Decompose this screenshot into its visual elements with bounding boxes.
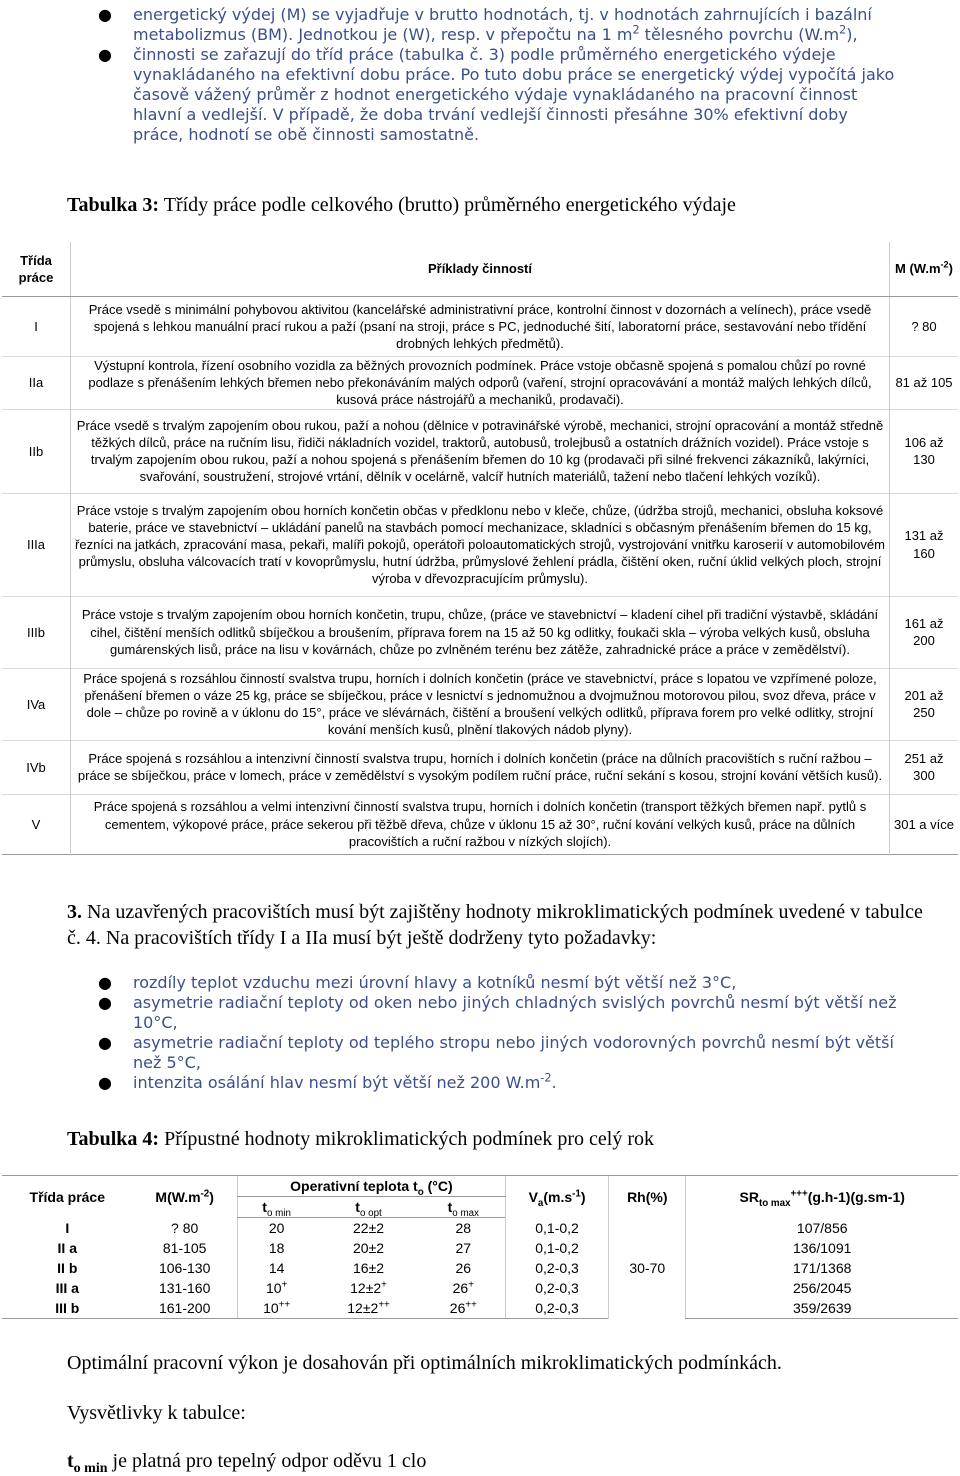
va-cell: 0,1-0,2 bbox=[505, 1238, 608, 1258]
tmax-cell: 28 bbox=[455, 1220, 472, 1236]
requirements-bullet-list bbox=[0, 973, 960, 1093]
list-item: ● asymetrie radiační teploty od teplého stropu nebo jiných vodorovných povrchů nesmí být větší než 5°C, bbox=[98, 1033, 894, 1072]
table-row bbox=[2, 668, 958, 740]
m-cell: 81-105 bbox=[162, 1240, 207, 1256]
header-tmax: $t_{o max}$ bbox=[422, 1197, 506, 1218]
examples-cell: Práce vsedě s minimální pohybovou aktivitou (kancelářské administrativní práce, kontrolní činnost v dozornách a velínech), práce vsedě spojená s lehkou manuální prací rukou a paží (psaní na stroji, práce s PC, jednoduché šití, laboratorní práce, sestavování nebo třídění drobných lehkých předmětů). bbox=[88, 301, 872, 352]
tmin-cell: 10++ bbox=[237, 1298, 315, 1319]
class-cell: II a bbox=[57, 1240, 77, 1256]
table-row bbox=[2, 1298, 958, 1319]
paragraph-3: 3. Na uzavřených pracovištích musí být zajištěny hodnoty mikroklimatických podmínek uvedené v tabulce č. 4. Na pracovištích třídy I a IIa musí být ještě dodrženy tyto požadavky: bbox=[67, 901, 923, 949]
class-cell: V bbox=[2, 794, 71, 854]
top-bullet-list bbox=[0, 5, 960, 145]
list-item: ● asymetrie radiační teploty od oken nebo jiných chladných svislých povrchů nesmí být větší než 10°C, bbox=[98, 993, 897, 1032]
header-m: M $(W.m^{-2})$ bbox=[890, 242, 959, 297]
table-row bbox=[2, 493, 958, 596]
class-cell: III a bbox=[55, 1280, 79, 1296]
header-operative-temp: Operativní teplota $t_o$ (°C) bbox=[237, 1176, 505, 1197]
tmin-cell: 14 bbox=[237, 1258, 315, 1278]
m-cell: 251 až 300 bbox=[890, 740, 959, 794]
topt-cell: 12±2+ bbox=[350, 1279, 387, 1296]
examples-cell: Práce spojená s rozsáhlou a velmi intenzivní činností svalstva trupu, horních i dolních končetin (transport těžkých břemen např. pytlů s cementem, výkopové práce, práce sekerou při těžbě dřeva, chůze v úklonu 15 až 30°, ruční kování velkých kusů, práce na důlních pracovištích a ruční ražbou v nízkých slojích). bbox=[93, 799, 867, 849]
topt-cell: 20±2 bbox=[353, 1240, 385, 1256]
sr-cell: 171/1368 bbox=[686, 1258, 958, 1278]
tmax-cell: 26++ bbox=[422, 1298, 506, 1319]
table-row bbox=[2, 357, 958, 410]
m-cell: ? 80 bbox=[890, 297, 959, 357]
header-class: Třída práce bbox=[2, 242, 71, 297]
examples-cell: Práce vstoje s trvalým zapojením obou horních končetin, trupu, chůze, (práce ve stavebnictví – kladení cihel při tradiční výstavbě, skládání cihel, čištění menších odlitků sbíječkou a broušením, příprava forem na 15 až 50 kg odlitky, foukači skla – výroba velkých kusů, obsluha gumárenských lisů, práce na lisu v kovárnách, chůze po zvlněném terénu bez zátěže, zahradnické práce a práce v zemědělství). bbox=[81, 607, 879, 657]
list-item: ● intenzita osálání hlav nesmí být větší než 200 $W.m^{-2}$. bbox=[98, 1071, 557, 1092]
header-examples: Příklady činností bbox=[71, 242, 890, 297]
class-cell: IIa bbox=[2, 357, 71, 410]
list-item: ● energetický výdej (M) se vyjadřuje v brutto hodnotách, tj. v hodnotách zahrnujících i bazální metabolizmus (BM). Jednotkou je (W), resp. v přepočtu na 1 $m^2$ tělesného povrchu $(W.m^2)$, bbox=[98, 5, 872, 44]
sr-cell: 256/2045 bbox=[686, 1278, 958, 1298]
tmin-cell: 20 bbox=[237, 1218, 315, 1239]
table-row bbox=[2, 1258, 958, 1278]
table-row bbox=[2, 740, 958, 794]
va-cell: 0,2-0,3 bbox=[505, 1278, 608, 1298]
optimal-text: Optimální pracovní výkon je dosahován při optimálních mikroklimatických podmínkách. bbox=[67, 1352, 782, 1374]
bullet-icon: ● bbox=[98, 1033, 112, 1052]
class-cell: IVa bbox=[2, 668, 71, 740]
va-cell: 0,2-0,3 bbox=[505, 1298, 608, 1319]
header-sr: $SR_{to max}^{+++}(g.h-1)(g.sm-1)$ bbox=[686, 1176, 958, 1218]
table-row bbox=[2, 1278, 958, 1298]
topt-cell: 22±2 bbox=[353, 1220, 385, 1236]
tmin-cell: 18 bbox=[237, 1238, 315, 1258]
bullet-icon: ● bbox=[98, 973, 112, 992]
bullet-icon: ● bbox=[98, 1073, 112, 1092]
bullet-icon: ● bbox=[98, 5, 112, 24]
class-cell: IIIb bbox=[2, 596, 71, 668]
examples-cell: Práce vsedě s trvalým zapojením obou rukou, paží a nohou (dělnice v potravinářské výrobě, mechanici, strojní opracování a montáž středně těžkých dílců, práce na ručním lisu, řidiči nákladních vozidel, traktorů, autobusů, trolejbusů a ostatních drážních vozidel). Práce vstoje s trvalým zapojením obou rukou, paží a nohou spojená s přenášením břemen do 10 kg (prodavači při silné frekvenci zákazníků, lakýrníci, svařování, soustružení, strojové vrtání, dělník v ocelárně, valcíř hutních materiálů, tažení nebo tlačení lehkých vozíků). bbox=[76, 417, 884, 485]
m-cell: 131 až 160 bbox=[890, 493, 959, 596]
topt-cell: 12±2++ bbox=[315, 1298, 421, 1319]
list-item: ● rozdíly teplot vzduchu mezi úrovní hlavy a kotníků nesmí být větší než 3°C, bbox=[98, 973, 737, 992]
table3-caption: Tabulka 3: Třídy práce podle celkového (brutto) průměrného energetického výdaje bbox=[67, 194, 736, 216]
header-topt: $t_{o opt}$ bbox=[315, 1197, 421, 1218]
class-cell: IVb bbox=[2, 740, 71, 794]
sr-cell: 136/1091 bbox=[686, 1238, 958, 1258]
class-cell: IIb bbox=[2, 409, 71, 493]
m-cell: 81 až 105 bbox=[890, 357, 959, 410]
table-header-row bbox=[2, 242, 958, 297]
list-item: ● činnosti se zařazují do tříd práce (tabulka č. 3) podle průměrného energetického výdeje vynakládaného na efektivní dobu práce. Po tuto dobu práce se energetický výdej vypočítá jako časově vážený průměr z hodnot energetického výdaje vynakládaného na pracovní činnost hlavní a vedlejší. V případě, že doba trvání vedlejší činnosti přesáhne 30% efektivní doby práce, hodnotí se obě činnosti samostatně. bbox=[98, 45, 895, 144]
m-cell: 301 a více bbox=[890, 794, 959, 854]
bullet-icon: ● bbox=[98, 993, 112, 1012]
tmin-cell: 10+ bbox=[237, 1278, 315, 1298]
examples-cell: Práce vstoje s trvalým zapojením obou horních končetin občas v předklonu nebo v kleče, chůze, (údržba strojů, mechanici, obsluha koksové baterie, práce ve stavebnictví – ukládání panelů na stavbách pomocí mechanizace, skladníci s občasným přenášením břemen do 15 kg, řezníci na jatkách, zpracování masa, pekaři, malíři pokojů, operátoři poloautomatických strojů, vystrojování vnitřku karoserií v automobilovém průmyslu, obsluha válcovacích tratí v kovoprůmyslu, hutní údržba, průmyslové žehlení prádla, čištění oken, ruční úklid velkých ploch, strojní výroba v dřevozpracujícím průmyslu). bbox=[75, 502, 885, 587]
tmax-cell: 27 bbox=[455, 1240, 472, 1256]
examples-cell: Práce spojená s rozsáhlou a intenzivní činností svalstva trupu, horních i dolních končetin (práce na důlních pracovištích s ruční ražbou – práce se sbíječkou, práce v lomech, práce v zemědělství s vysokým podílem ruční práce, ruční sekání s kosou, strojní kování větších kusů). bbox=[77, 750, 883, 784]
topt-cell: 16±2 bbox=[353, 1260, 385, 1276]
sr-cell: 359/2639 bbox=[686, 1298, 958, 1319]
class-cell: I bbox=[2, 297, 71, 357]
header-class: Třída práce bbox=[2, 1176, 133, 1218]
table-row bbox=[2, 297, 958, 357]
table3 bbox=[2, 242, 958, 855]
table-row bbox=[2, 1218, 958, 1239]
table-row bbox=[2, 1238, 958, 1258]
examples-cell: Výstupní kontrola, řízení osobního vozidla za běžných provozních podmínek. Práce vstoje občasně spojená s pomalou chůzí po rovné podlaze s přenášením lehkých břemen nebo překonáváním malých odporů (vaření, strojní opracovávání a montáž malých lehkých dílců, kusová práce nástrojářů a mechaniků, prodavači). bbox=[88, 358, 872, 408]
rh-cell: 30-70 bbox=[609, 1218, 686, 1319]
m-cell: 201 až 250 bbox=[890, 668, 959, 740]
m-cell: 106 až 130 bbox=[890, 409, 959, 493]
class-cell: III b bbox=[2, 1298, 133, 1319]
sr-cell: 107/856 bbox=[686, 1218, 958, 1239]
class-cell: II b bbox=[57, 1260, 78, 1276]
m-cell: 131-160 bbox=[158, 1280, 211, 1296]
table-row bbox=[2, 409, 958, 493]
m-cell: 106-130 bbox=[158, 1260, 211, 1276]
header-rh: Rh(%) bbox=[609, 1176, 686, 1218]
header-m: $M(W.m^{-2})$ bbox=[133, 1176, 238, 1218]
tmax-cell: 26+ bbox=[452, 1279, 474, 1296]
header-va: $V_a(m.s^{-1})$ bbox=[505, 1176, 608, 1218]
examples-cell: Práce spojená s rozsáhlou činností svalstva trupu, horních i dolních končetin (práce ve stavebnictví, práce s lopatou ve vzpřímené poloze, přenášení břemen o váze 25 kg, práce se sbíječkou, práce v lesnictví s jednomužnou a dvojmužnou motorovou pilou, svoz dřeva, práce v dole – chůze po rovině a v úklonu do 15°, práce ve slévárnách, čištění a broušení velkých odlitků, příprava forem pro velké odlitky, strojní kování menších kusů, plnění tlakových nádob plyny). bbox=[83, 670, 877, 738]
legend-t0min: $t_{o min}$ je platná pro tepelný odpor oděvu 1 clo bbox=[67, 1450, 427, 1476]
table-row bbox=[2, 794, 958, 854]
class-cell: IIIa bbox=[2, 493, 71, 596]
m-cell: 161 až 200 bbox=[890, 596, 959, 668]
m-cell: ? 80 bbox=[171, 1219, 199, 1236]
class-cell: I bbox=[65, 1219, 70, 1236]
legend-title: Vysvětlivky k tabulce: bbox=[67, 1402, 246, 1424]
va-cell: 0,2-0,3 bbox=[505, 1258, 608, 1278]
tmax-cell: 26 bbox=[455, 1260, 472, 1276]
m-cell: 161-200 bbox=[133, 1298, 238, 1319]
table4 bbox=[2, 1175, 958, 1319]
table-row bbox=[2, 596, 958, 668]
bullet-icon: ● bbox=[98, 45, 112, 64]
va-cell: 0,1-0,2 bbox=[505, 1218, 608, 1239]
header-tmin: $t_{o min}$ bbox=[237, 1197, 315, 1218]
table4-caption: Tabulka 4: Přípustné hodnoty mikroklimatických podmínek pro celý rok bbox=[67, 1128, 655, 1150]
table-header-row bbox=[2, 1176, 958, 1197]
